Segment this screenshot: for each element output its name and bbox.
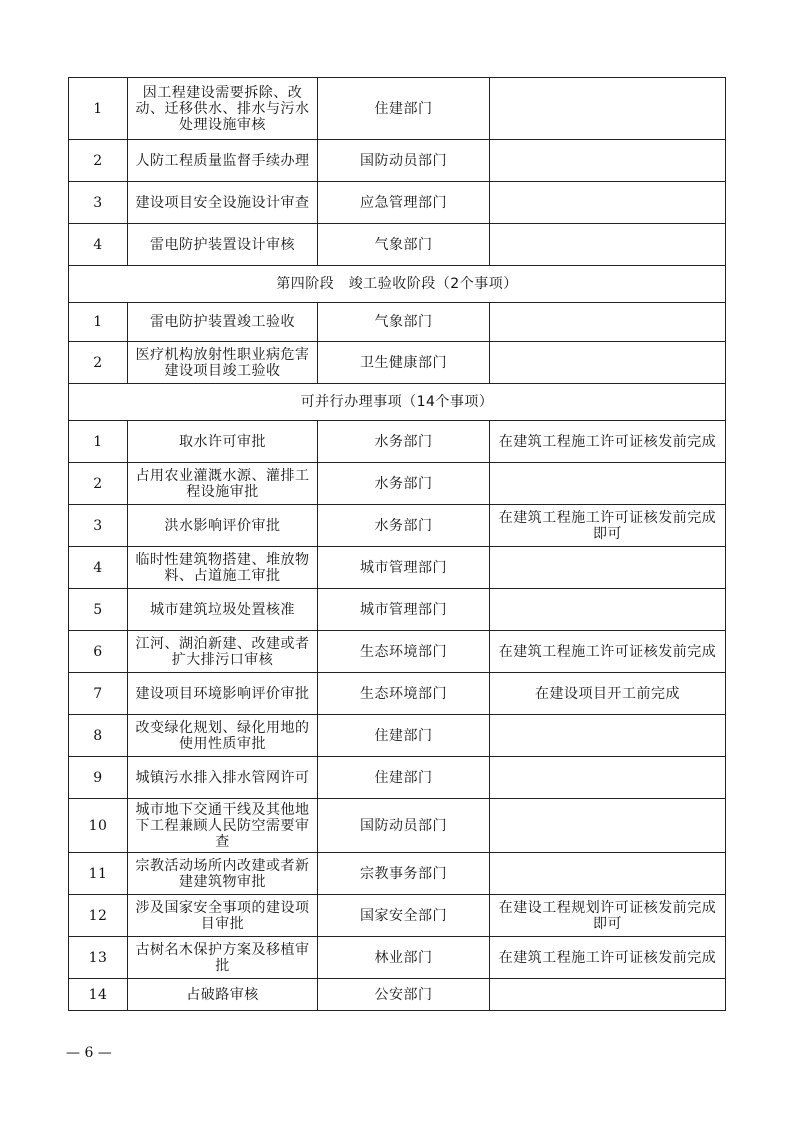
row-number: 4: [69, 547, 128, 589]
row-number: 7: [69, 673, 128, 715]
remark: [490, 140, 726, 182]
item-name: 雷电防护装置竣工验收: [128, 303, 318, 342]
table-row: [69, 799, 726, 853]
table-row: [69, 979, 726, 1011]
remark: [490, 547, 726, 589]
remark: [490, 799, 726, 853]
row-number: 12: [69, 895, 128, 937]
table-body: [69, 78, 726, 1011]
item-name: 建设项目安全设施设计审查: [128, 182, 318, 224]
remark: [490, 342, 726, 384]
row-number: 8: [69, 715, 128, 757]
row-number: 5: [69, 589, 128, 631]
remark: [490, 463, 726, 505]
department: 水务部门: [318, 421, 490, 463]
item-name: 取水许可审批: [128, 421, 318, 463]
row-number: 9: [69, 757, 128, 799]
item-name: 涉及国家安全事项的建设项目审批: [128, 895, 318, 937]
table-row: [69, 631, 726, 673]
remark: 在建筑工程施工许可证核发前完成即可: [490, 505, 726, 547]
item-name: 雷电防护装置设计审核: [128, 224, 318, 266]
department: 国家安全部门: [318, 895, 490, 937]
item-name: 城市地下交通干线及其他地下工程兼顾人民防空需要审查: [128, 799, 318, 853]
remark: [490, 182, 726, 224]
table-row: [69, 78, 726, 140]
table-row: [69, 224, 726, 266]
remark: [490, 224, 726, 266]
row-number: 2: [69, 342, 128, 384]
remark: [490, 757, 726, 799]
department: 生态环境部门: [318, 631, 490, 673]
table-row: [69, 937, 726, 979]
section-title: 可并行办理事项（14个事项）: [69, 384, 726, 421]
department: 生态环境部门: [318, 673, 490, 715]
department: 气象部门: [318, 224, 490, 266]
remark: 在建筑工程施工许可证核发前完成: [490, 421, 726, 463]
item-name: 因工程建设需要拆除、改动、迁移供水、排水与污水处理设施审核: [128, 78, 318, 140]
department: 住建部门: [318, 715, 490, 757]
row-number: 6: [69, 631, 128, 673]
table-row: [69, 463, 726, 505]
section-header-row: [69, 266, 726, 303]
remark: [490, 979, 726, 1011]
item-name: 改变绿化规划、绿化用地的使用性质审批: [128, 715, 318, 757]
row-number: 4: [69, 224, 128, 266]
table-row: [69, 182, 726, 224]
remark: 在建筑工程施工许可证核发前完成: [490, 631, 726, 673]
table-row: [69, 342, 726, 384]
row-number: 1: [69, 78, 128, 140]
department: 气象部门: [318, 303, 490, 342]
department: 城市管理部门: [318, 547, 490, 589]
table-row: [69, 715, 726, 757]
table-row: [69, 895, 726, 937]
department: 城市管理部门: [318, 589, 490, 631]
row-number: 1: [69, 303, 128, 342]
remark: 在建设项目开工前完成: [490, 673, 726, 715]
row-number: 10: [69, 799, 128, 853]
department: 林业部门: [318, 937, 490, 979]
item-name: 建设项目环境影响评价审批: [128, 673, 318, 715]
item-name: 洪水影响评价审批: [128, 505, 318, 547]
remark: [490, 303, 726, 342]
table-row: [69, 589, 726, 631]
table-row: [69, 421, 726, 463]
row-number: 3: [69, 182, 128, 224]
department: 住建部门: [318, 757, 490, 799]
remark: [490, 78, 726, 140]
remark: [490, 589, 726, 631]
item-name: 人防工程质量监督手续办理: [128, 140, 318, 182]
item-name: 城镇污水排入排水管网许可: [128, 757, 318, 799]
table-row: [69, 303, 726, 342]
department: 应急管理部门: [318, 182, 490, 224]
page-number: — 6 —: [66, 1045, 112, 1061]
department: 国防动员部门: [318, 140, 490, 182]
item-name: 江河、湖泊新建、改建或者扩大排污口审核: [128, 631, 318, 673]
row-number: 2: [69, 463, 128, 505]
row-number: 2: [69, 140, 128, 182]
item-name: 古树名木保护方案及移植审批: [128, 937, 318, 979]
table-row: [69, 547, 726, 589]
row-number: 14: [69, 979, 128, 1011]
section-title: 第四阶段 竣工验收阶段（2个事项）: [69, 266, 726, 303]
item-name: 宗教活动场所内改建或者新建建筑物审批: [128, 853, 318, 895]
matters-table: [68, 77, 726, 1011]
remark: [490, 853, 726, 895]
table-row: [69, 757, 726, 799]
row-number: 3: [69, 505, 128, 547]
table-row: [69, 505, 726, 547]
section-header-row: [69, 384, 726, 421]
remark: [490, 715, 726, 757]
department: 水务部门: [318, 505, 490, 547]
item-name: 占破路审核: [128, 979, 318, 1011]
item-name: 占用农业灌溉水源、灌排工程设施审批: [128, 463, 318, 505]
item-name: 临时性建筑物搭建、堆放物料、占道施工审批: [128, 547, 318, 589]
table-row: [69, 853, 726, 895]
row-number: 13: [69, 937, 128, 979]
row-number: 11: [69, 853, 128, 895]
department: 卫生健康部门: [318, 342, 490, 384]
item-name: 医疗机构放射性职业病危害建设项目竣工验收: [128, 342, 318, 384]
remark: 在建设工程规划许可证核发前完成即可: [490, 895, 726, 937]
row-number: 1: [69, 421, 128, 463]
department: 宗教事务部门: [318, 853, 490, 895]
table-row: [69, 140, 726, 182]
table-row: [69, 673, 726, 715]
department: 国防动员部门: [318, 799, 490, 853]
remark: 在建筑工程施工许可证核发前完成: [490, 937, 726, 979]
department: 公安部门: [318, 979, 490, 1011]
department: 水务部门: [318, 463, 490, 505]
department: 住建部门: [318, 78, 490, 140]
item-name: 城市建筑垃圾处置核准: [128, 589, 318, 631]
